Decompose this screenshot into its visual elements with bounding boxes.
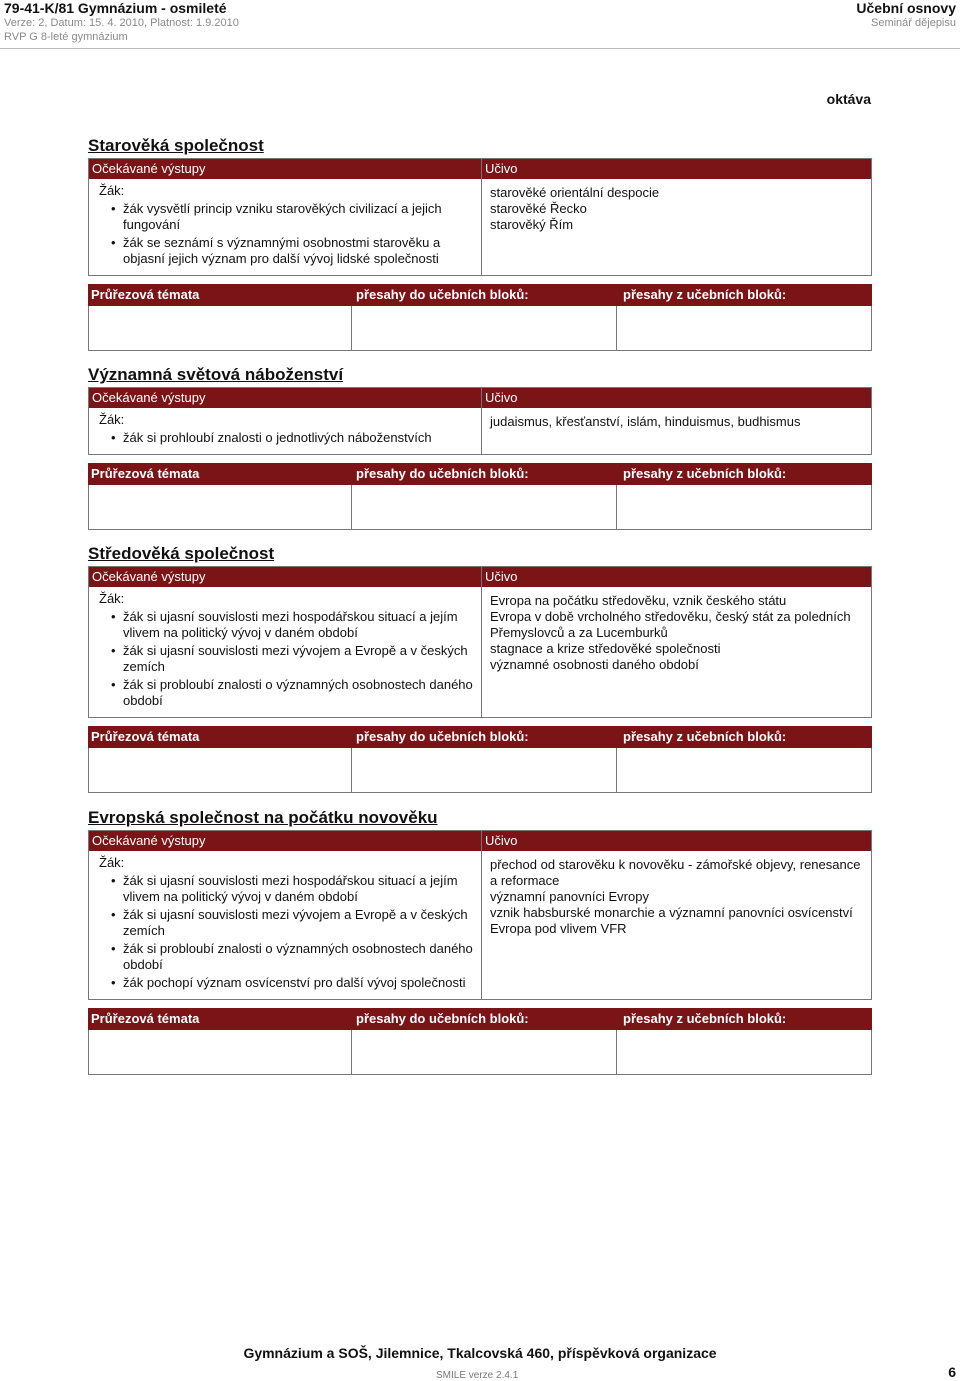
expected-output-item: • žák si ujasní souvislosti mezi hospodářskou situací a jejím vlivem na politický vývoj v daném období (97, 609, 473, 641)
header-divider (0, 48, 960, 49)
cross-topics-header-row (88, 1008, 872, 1030)
outputs-content-table (88, 158, 872, 276)
cross-topics-header-row (88, 726, 872, 748)
cross-topics-header: Průřezová témata (91, 466, 200, 481)
content-item: starověký Řím (490, 217, 574, 232)
expected-outputs-header: Očekávané výstupy (89, 388, 481, 408)
content-column (481, 387, 872, 455)
cross-topics-header: Průřezová témata (91, 1011, 200, 1026)
overlap-to-cell (352, 1030, 617, 1074)
rvp-line: RVP G 8-leté gymnázium (4, 31, 128, 43)
grade-label: oktáva (826, 91, 871, 107)
overlap-to-header: přesahy do učebních bloků: (356, 1011, 529, 1026)
subject-name: Seminář dějepisu (871, 17, 956, 29)
section-title: Středověká společnost (88, 544, 275, 563)
header-left (4, 0, 239, 44)
overlap-from-header: přesahy z učebních bloků: (623, 1011, 787, 1026)
overlap-to-cell (352, 306, 617, 350)
overlap-from-header: přesahy z učebních bloků: (623, 729, 787, 744)
content-item: významné osobnosti daného období (490, 657, 699, 672)
expected-outputs-list (97, 430, 473, 446)
document-title: Učební osnovy (856, 0, 956, 16)
cross-topics-table (88, 1008, 872, 1075)
expected-output-item: • žák si probloubí znalosti o významných osobnostech daného období (97, 677, 473, 709)
content-header: Učivo (482, 159, 871, 179)
section-block (88, 136, 872, 351)
overlap-from-cell (617, 748, 871, 792)
expected-outputs-list (97, 201, 473, 267)
expected-output-item: • žák pochopí význam osvícenství pro další vývoj společnosti (97, 975, 473, 991)
content-item: významní panovníci Evropy (490, 889, 649, 904)
content-list (482, 408, 871, 436)
content-item: starověké orientální despocie (490, 185, 660, 200)
overlap-from-header: přesahy z učebních bloků: (623, 287, 787, 302)
cross-topics-table (88, 284, 872, 351)
content-item: Evropa na počátku středověku, vznik českého státu (490, 593, 787, 608)
overlap-to-cell (352, 748, 617, 792)
section-title: Starověká společnost (88, 136, 264, 155)
expected-output-item: • žák vysvětlí princip vzniku starověkých civilizací a jejich fungování (97, 201, 473, 233)
outputs-content-table (88, 387, 872, 455)
expected-outputs-header: Očekávané výstupy (89, 831, 481, 851)
expected-outputs-column (88, 566, 481, 718)
cross-topics-header: Průřezová témata (91, 729, 200, 744)
expected-output-item: • žák si ujasní souvislosti mezi hospodářskou situací a jejím vlivem na politický vývoj v daném období (97, 873, 473, 905)
content-item: judaismus, křesťanství, islám, hinduismus, budhismus (490, 414, 801, 429)
section-title: Významná světová náboženství (88, 365, 344, 384)
expected-outputs-column (88, 158, 481, 276)
expected-output-item: • žák se seznámí s významnými osobnostmi starověku a objasní jejich význam pro další vývoj lidské společnosti (97, 235, 473, 267)
cross-topics-cells (88, 306, 872, 351)
section-block (88, 544, 872, 793)
cross-topics-cell (89, 748, 352, 792)
content-item: vznik habsburské monarchie a významní panovníci osvícenství (490, 905, 853, 920)
header-right (856, 0, 956, 30)
overlap-to-header: přesahy do učebních bloků: (356, 287, 529, 302)
content-column (481, 566, 872, 718)
expected-output-item: • žák si ujasní souvislosti mezi vývojem a Evropě a v českých zemích (97, 643, 473, 675)
overlap-from-header: přesahy z učebních bloků: (623, 466, 787, 481)
expected-output-item: • žák si ujasní souvislosti mezi vývojem a Evropě a v českých zemích (97, 907, 473, 939)
section-block (88, 365, 872, 530)
footer-software-version: SMILE verze 2.4.1 (436, 1370, 519, 1381)
cross-topics-header-row (88, 284, 872, 306)
footer-organization: Gymnázium a SOŠ, Jilemnice, Tkalcovská 460, příspěvková organizace (243, 1345, 717, 1361)
expected-outputs-column (88, 830, 481, 1000)
overlap-to-header: přesahy do učebních bloků: (356, 729, 529, 744)
cross-topics-cells (88, 1030, 872, 1075)
expected-outputs-header: Očekávané výstupy (89, 159, 481, 179)
outputs-content-table (88, 566, 872, 718)
content-header: Učivo (482, 567, 871, 587)
program-code-title: 79-41-K/81 Gymnázium - osmileté (4, 0, 227, 16)
content-list (482, 851, 871, 943)
page-number: 6 (948, 1364, 956, 1380)
content-item: přechod od starověku k novověku - zámořské objevy, renesance a reformace (490, 857, 861, 888)
cross-topics-table (88, 463, 872, 530)
cross-topics-header-row (88, 463, 872, 485)
cross-topics-header: Průřezová témata (91, 287, 200, 302)
overlap-from-cell (617, 1030, 871, 1074)
overlap-from-cell (617, 306, 871, 350)
expected-output-item: • žák si prohloubí znalosti o jednotlivých náboženstvích (97, 430, 473, 446)
outputs-content-table (88, 830, 872, 1000)
content-column (481, 158, 872, 276)
expected-outputs-list (97, 873, 473, 991)
cross-topics-cell (89, 306, 352, 350)
section-title: Evropská společnost na počátku novověku (88, 808, 438, 827)
cross-topics-cells (88, 748, 872, 793)
version-line: Verze: 2, Datum: 15. 4. 2010, Platnost: 1.9.2010 (4, 17, 239, 29)
content-item: starověké Řecko (490, 201, 587, 216)
expected-outputs-column (88, 387, 481, 455)
expected-outputs-list (97, 609, 473, 709)
cross-topics-cell (89, 485, 352, 529)
content-item: Evropa pod vlivem VFR (490, 921, 627, 936)
student-label: Žák: (99, 183, 125, 198)
content-item: stagnace a krize středověké společnosti (490, 641, 721, 656)
content-header: Učivo (482, 388, 871, 408)
content-item: Evropa v době vrcholného středověku, český stát za poledních Přemyslovců a za Lucemburků (490, 609, 851, 640)
overlap-to-header: přesahy do učebních bloků: (356, 466, 529, 481)
content-list (482, 179, 871, 239)
overlap-to-cell (352, 485, 617, 529)
content-column (481, 830, 872, 1000)
section-block (88, 808, 872, 1075)
student-label: Žák: (99, 412, 125, 427)
cross-topics-cell (89, 1030, 352, 1074)
student-label: Žák: (99, 855, 125, 870)
overlap-from-cell (617, 485, 871, 529)
cross-topics-cells (88, 485, 872, 530)
cross-topics-table (88, 726, 872, 793)
student-label: Žák: (99, 591, 125, 606)
content-header: Učivo (482, 831, 871, 851)
expected-outputs-header: Očekávané výstupy (89, 567, 481, 587)
content-list (482, 587, 871, 679)
expected-output-item: • žák si probloubí znalosti o významných osobnostech daného období (97, 941, 473, 973)
